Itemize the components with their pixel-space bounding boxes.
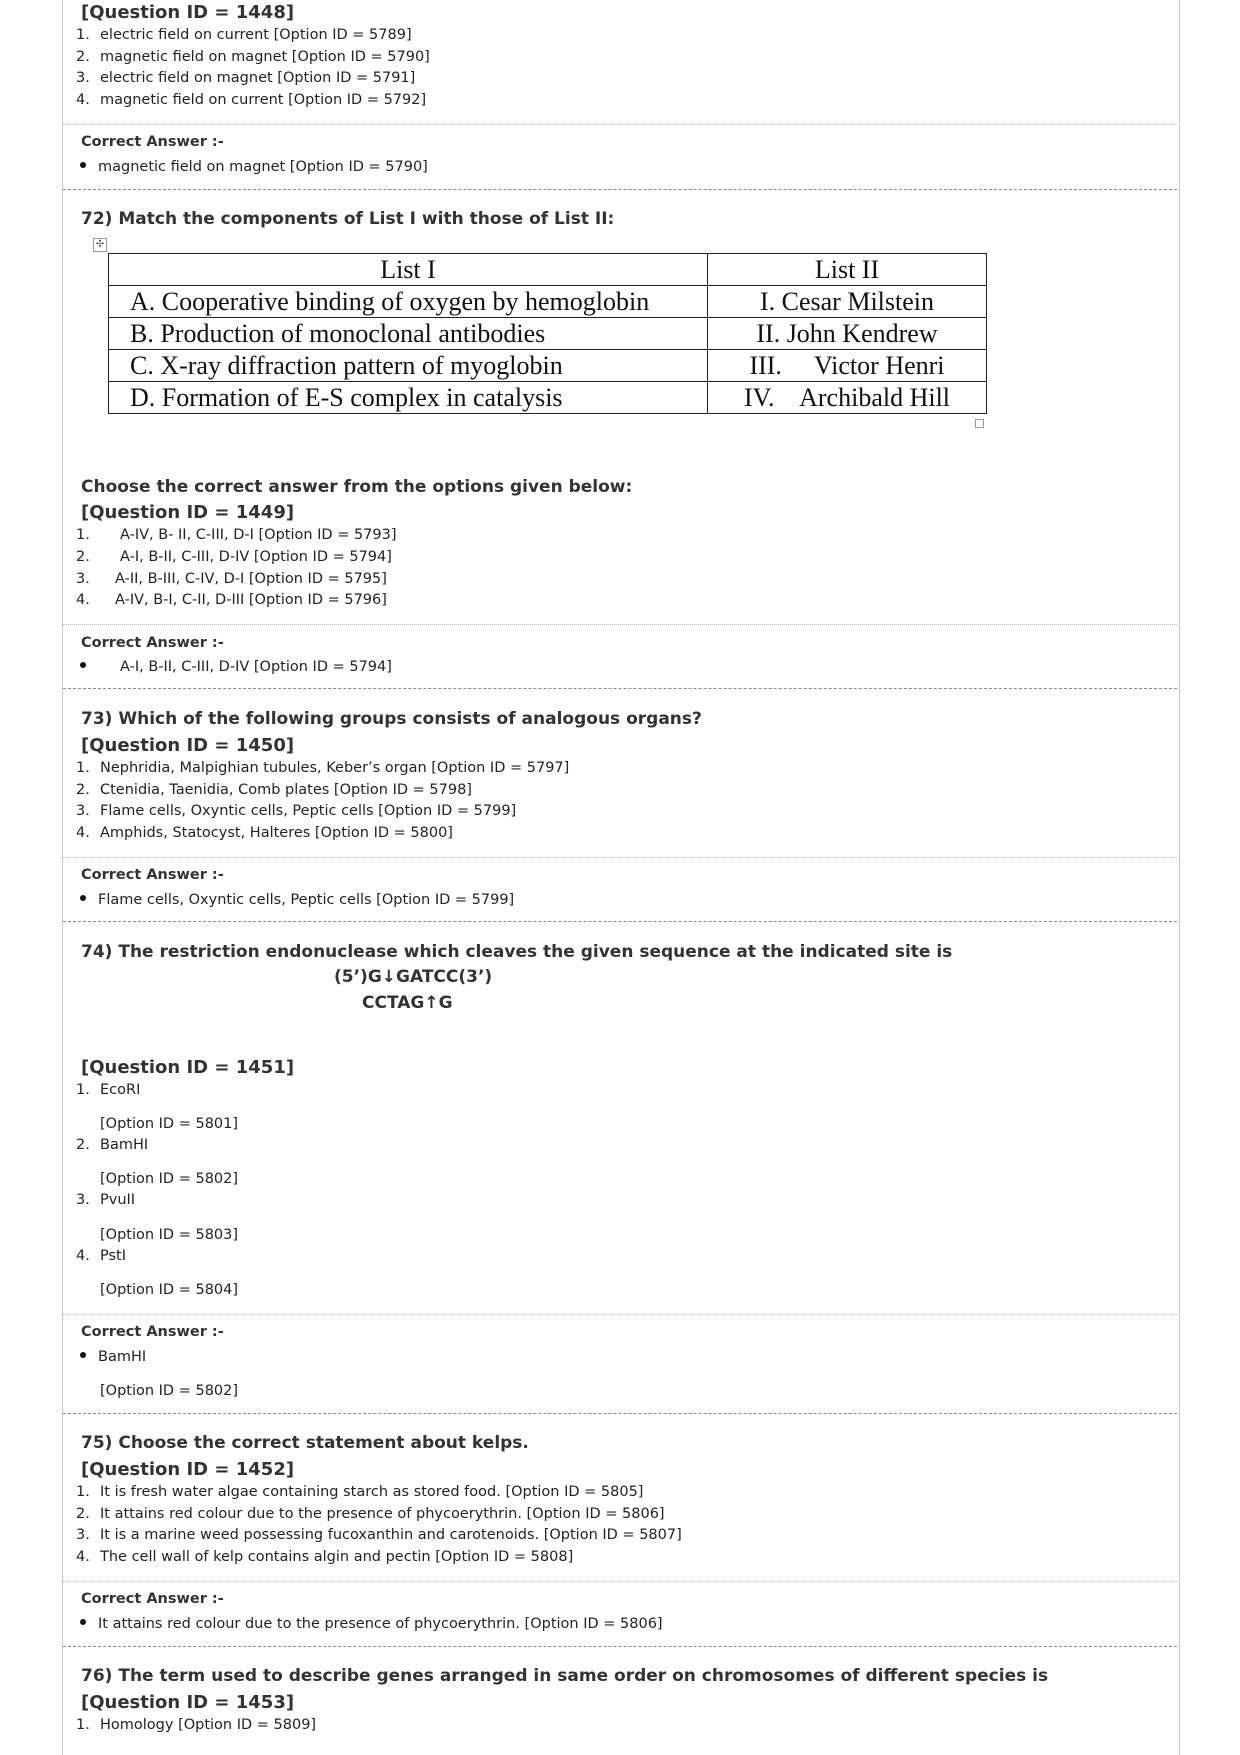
correct-answer: magnetic field on magnet [Option ID = 5790] — [80, 159, 428, 175]
option-id: [Option ID = 5803] — [100, 1227, 239, 1243]
table-cell: D. Formation of E-S complex in catalysis — [109, 382, 708, 414]
option-item: 2. A-I, B-II, C-III, D-IV [Option ID = 5794] — [76, 549, 392, 565]
divider — [63, 624, 1177, 625]
table-row — [109, 254, 987, 286]
option-id: [Option ID = 5801] — [100, 1116, 239, 1132]
option-item: 4. PstI — [76, 1248, 127, 1264]
table-move-handle-icon: ✣ — [93, 238, 107, 252]
correct-answer: Flame cells, Oxyntic cells, Peptic cells [Option ID = 5799] — [80, 892, 514, 908]
table-row — [109, 382, 987, 414]
question-separator — [63, 688, 1177, 689]
table-cell: II. John Kendrew — [708, 318, 987, 350]
option-item: 3. It is a marine weed possessing fucoxanthin and carotenoids. [Option ID = 5807] — [76, 1527, 682, 1543]
match-table — [108, 253, 987, 414]
question-title: 73) Which of the following groups consists of analogous organs? — [81, 709, 702, 729]
bullet-icon — [80, 162, 86, 168]
dna-sequence-bottom: CCTAG↑G — [362, 993, 453, 1013]
correct-answer-label: Correct Answer :- — [81, 1324, 224, 1340]
option-item: 1. Homology [Option ID = 5809] — [76, 1717, 317, 1733]
divider — [63, 1581, 1177, 1582]
correct-answer-label: Correct Answer :- — [81, 1591, 224, 1607]
option-item: 4. The cell wall of kelp contains algin and pectin [Option ID = 5808] — [76, 1549, 574, 1565]
table-cell: III. Victor Henri — [708, 350, 987, 382]
table-cell: C. X-ray diffraction pattern of myoglobin — [109, 350, 708, 382]
correct-answer-label: Correct Answer :- — [81, 867, 224, 883]
option-item: 2. BamHI — [76, 1137, 149, 1153]
table-header-cell: List II — [708, 254, 987, 286]
option-item: 1. A-IV, B- II, C-III, D-I [Option ID = 5793] — [76, 527, 397, 543]
bullet-icon — [80, 662, 86, 668]
question-id: [Question ID = 1451] — [81, 1057, 295, 1078]
table-header-cell: List I — [109, 254, 708, 286]
question-id: [Question ID = 1452] — [81, 1459, 295, 1480]
table-cell: B. Production of monoclonal antibodies — [109, 318, 708, 350]
bullet-icon — [80, 895, 86, 901]
correct-answer-label: Correct Answer :- — [81, 635, 224, 651]
option-id: [Option ID = 5802] — [100, 1383, 239, 1399]
divider — [63, 1314, 1177, 1315]
table-row — [109, 350, 987, 382]
correct-answer: BamHI — [80, 1349, 146, 1365]
divider — [63, 124, 1177, 125]
question-title: 75) Choose the correct statement about kelps. — [81, 1433, 529, 1453]
option-item: 2. Ctenidia, Taenidia, Comb plates [Option ID = 5798] — [76, 782, 472, 798]
correct-answer: It attains red colour due to the presence of phycoerythrin. [Option ID = 5806] — [80, 1616, 663, 1632]
question-id: [Question ID = 1453] — [81, 1692, 295, 1713]
correct-answer-label: Correct Answer :- — [81, 134, 224, 150]
question-separator — [63, 1413, 1177, 1414]
correct-answer: A-I, B-II, C-III, D-IV [Option ID = 5794] — [80, 659, 392, 675]
option-item: 4. Amphids, Statocyst, Halteres [Option ID = 5800] — [76, 825, 453, 841]
table-resize-handle-icon — [975, 419, 984, 428]
bullet-icon — [80, 1352, 86, 1358]
option-item: 3. Flame cells, Oxyntic cells, Peptic cells [Option ID = 5799] — [76, 803, 517, 819]
option-item: 3. PvuII — [76, 1192, 136, 1208]
option-item: 3. electric field on magnet [Option ID = 5791] — [76, 70, 416, 86]
question-title: 74) The restriction endonuclease which cleaves the given sequence at the indicated site is — [81, 942, 953, 962]
question-id: [Question ID = 1449] — [81, 502, 295, 523]
option-id: [Option ID = 5802] — [100, 1171, 239, 1187]
question-separator — [63, 1646, 1177, 1647]
option-item: 1. electric field on current [Option ID = 5789] — [76, 27, 412, 43]
option-item: 4. magnetic field on current [Option ID = 5792] — [76, 92, 427, 108]
option-item: 1. EcoRI — [76, 1082, 141, 1098]
table-cell: I. Cesar Milstein — [708, 286, 987, 318]
option-item: 2. magnetic field on magnet [Option ID = 5790] — [76, 49, 430, 65]
dna-sequence-top: (5’)G↓GATCC(3’) — [334, 967, 493, 987]
question-separator — [63, 921, 1177, 922]
table-row — [109, 286, 987, 318]
question-title: 72) Match the components of List I with those of List II: — [81, 209, 615, 229]
question-separator — [63, 189, 1177, 190]
option-item: 3. A-II, B-III, C-IV, D-I [Option ID = 5795] — [76, 571, 387, 587]
option-id: [Option ID = 5804] — [100, 1282, 239, 1298]
option-item: 4. A-IV, B-I, C-II, D-III [Option ID = 5796] — [76, 592, 387, 608]
question-id: [Question ID = 1448] — [81, 2, 295, 23]
question-id: [Question ID = 1450] — [81, 735, 295, 756]
question-title: 76) The term used to describe genes arranged in same order on chromosomes of different species is — [81, 1666, 1049, 1686]
option-item: 1. Nephridia, Malpighian tubules, Keber’s organ [Option ID = 5797] — [76, 760, 570, 776]
option-item: 2. It attains red colour due to the presence of phycoerythrin. [Option ID = 5806] — [76, 1506, 665, 1522]
table-row — [109, 318, 987, 350]
table-cell: A. Cooperative binding of oxygen by hemoglobin — [109, 286, 708, 318]
question-prompt: Choose the correct answer from the options given below: — [81, 477, 633, 497]
bullet-icon — [80, 1619, 86, 1625]
option-item: 1. It is fresh water algae containing starch as stored food. [Option ID = 5805] — [76, 1484, 644, 1500]
divider — [63, 857, 1177, 858]
table-cell: IV. Archibald Hill — [708, 382, 987, 414]
